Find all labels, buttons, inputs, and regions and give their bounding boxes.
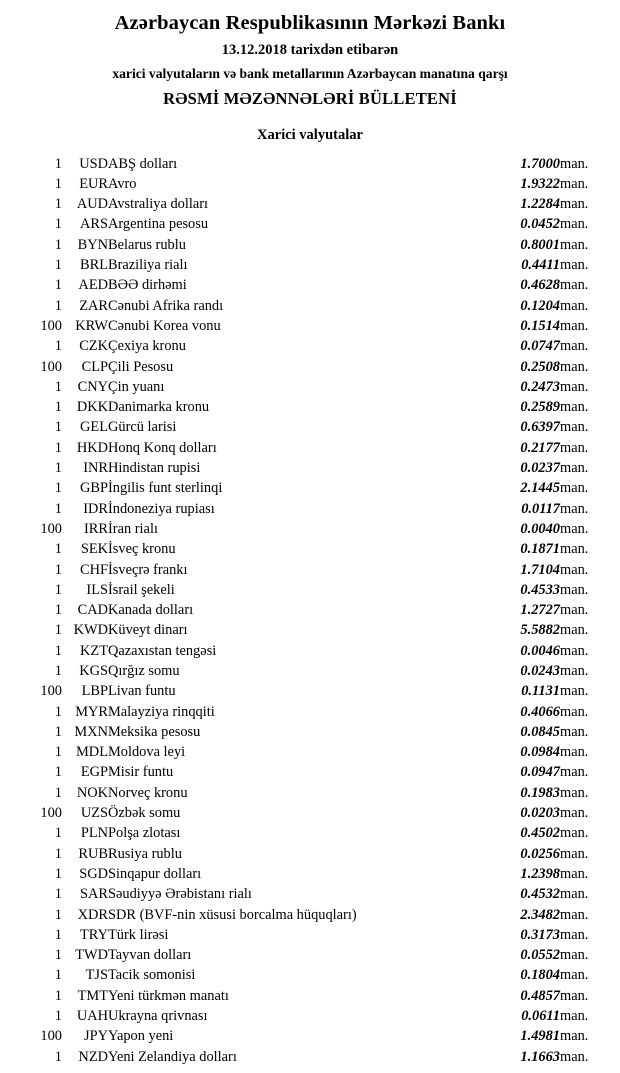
currency-unit: man. bbox=[560, 805, 589, 822]
currency-code: INR bbox=[83, 460, 108, 477]
table-row bbox=[18, 377, 602, 397]
currency-quantity: 1 bbox=[54, 723, 62, 740]
currency-quantity: 1 bbox=[54, 175, 62, 192]
currency-code: RUB bbox=[78, 845, 108, 862]
currency-quantity: 1 bbox=[54, 825, 62, 842]
currency-rate: 0.2589 bbox=[520, 399, 560, 416]
currency-quantity: 1 bbox=[54, 987, 62, 1004]
currency-code: AED bbox=[78, 277, 108, 294]
currency-quantity: 1 bbox=[54, 155, 62, 172]
currency-rate: 0.0611 bbox=[521, 1008, 560, 1025]
currency-quantity: 1 bbox=[54, 277, 62, 294]
table-row bbox=[18, 681, 602, 701]
currency-code: KGS bbox=[79, 662, 108, 679]
currency-code: KZT bbox=[80, 642, 108, 659]
currency-code: USD bbox=[79, 155, 108, 172]
currency-unit: man. bbox=[560, 155, 589, 172]
currency-name: Belarus rublu bbox=[108, 236, 186, 253]
currency-name: Yeni Zelandiya dolları bbox=[108, 1048, 237, 1065]
currency-name: Küveyt dinarı bbox=[108, 622, 188, 639]
currency-code: PLN bbox=[80, 825, 108, 842]
currency-code: MYR bbox=[75, 703, 108, 720]
currency-rate: 0.4532 bbox=[520, 886, 560, 903]
currency-name: Türk lirəsi bbox=[108, 926, 169, 943]
currency-unit: man. bbox=[560, 845, 589, 862]
document-header bbox=[18, 12, 602, 109]
currency-rate: 1.7104 bbox=[520, 561, 560, 578]
currency-code: GEL bbox=[80, 419, 108, 436]
currency-name: Qazaxıstan tengəsi bbox=[108, 642, 217, 659]
table-row bbox=[18, 458, 602, 478]
currency-rates-table bbox=[18, 154, 602, 1067]
table-row bbox=[18, 600, 602, 620]
currency-name: Cənubi Korea vonu bbox=[108, 317, 221, 334]
currency-rate: 0.0552 bbox=[520, 947, 560, 964]
currency-unit: man. bbox=[560, 784, 589, 801]
currency-quantity: 100 bbox=[40, 317, 62, 334]
currency-name: Polşa zlotası bbox=[108, 825, 181, 842]
table-row bbox=[18, 864, 602, 884]
currency-quantity: 1 bbox=[54, 886, 62, 903]
currency-name: Avstraliya dolları bbox=[108, 196, 209, 213]
currency-code: HKD bbox=[76, 439, 108, 456]
currency-quantity: 1 bbox=[54, 480, 62, 497]
currency-unit: man. bbox=[560, 967, 589, 984]
currency-rate: 0.0452 bbox=[520, 216, 560, 233]
currency-unit: man. bbox=[560, 257, 589, 274]
currency-unit: man. bbox=[560, 460, 589, 477]
currency-unit: man. bbox=[560, 764, 589, 781]
currency-code: ARS bbox=[80, 216, 108, 233]
currency-name: İsrail şekeli bbox=[108, 581, 175, 598]
currency-code: SGD bbox=[79, 865, 108, 882]
currency-rate: 0.0845 bbox=[520, 723, 560, 740]
currency-quantity: 1 bbox=[54, 419, 62, 436]
currency-name: Cənubi Afrika randı bbox=[108, 297, 224, 314]
currency-rate: 0.1204 bbox=[520, 297, 560, 314]
table-row bbox=[18, 925, 602, 945]
currency-code: MXN bbox=[74, 723, 108, 740]
currency-name: İran rialı bbox=[108, 520, 158, 537]
currency-name: Moldova leyi bbox=[108, 744, 186, 761]
currency-unit: man. bbox=[560, 378, 589, 395]
table-row bbox=[18, 641, 602, 661]
table-row bbox=[18, 214, 602, 234]
currency-rate: 0.8001 bbox=[520, 236, 560, 253]
table-row bbox=[18, 174, 602, 194]
currency-rate: 0.4533 bbox=[520, 581, 560, 598]
currency-unit: man. bbox=[560, 277, 589, 294]
currency-quantity: 1 bbox=[54, 845, 62, 862]
currency-rate: 0.4411 bbox=[521, 257, 560, 274]
currency-rate: 0.0243 bbox=[520, 662, 560, 679]
section-title-foreign-currencies: Xarici valyutalar bbox=[257, 126, 363, 143]
currency-unit: man. bbox=[560, 541, 589, 558]
currency-rate: 0.1983 bbox=[520, 784, 560, 801]
table-row bbox=[18, 661, 602, 681]
document-bulletin-title: RƏSMİ MƏZƏNNƏLƏRİ BÜLLETENİ bbox=[163, 88, 457, 108]
currency-code: BYN bbox=[77, 236, 108, 253]
table-row bbox=[18, 1006, 602, 1026]
currency-quantity: 1 bbox=[54, 744, 62, 761]
currency-quantity: 1 bbox=[54, 784, 62, 801]
currency-quantity: 100 bbox=[40, 358, 62, 375]
table-row bbox=[18, 499, 602, 519]
currency-rate: 0.2508 bbox=[520, 358, 560, 375]
currency-unit: man. bbox=[560, 216, 589, 233]
currency-code: XDR bbox=[77, 906, 108, 923]
currency-unit: man. bbox=[560, 947, 589, 964]
currency-rate: 0.0040 bbox=[520, 520, 560, 537]
currency-quantity: 1 bbox=[54, 297, 62, 314]
table-row bbox=[18, 905, 602, 925]
currency-code: CHF bbox=[80, 561, 108, 578]
currency-quantity: 1 bbox=[54, 399, 62, 416]
currency-code: ZAR bbox=[79, 297, 108, 314]
currency-quantity: 100 bbox=[40, 805, 62, 822]
currency-name: Meksika pesosu bbox=[108, 723, 201, 740]
currency-name: Ukrayna qrivnası bbox=[108, 1008, 208, 1025]
table-row bbox=[18, 1047, 602, 1067]
currency-unit: man. bbox=[560, 317, 589, 334]
currency-quantity: 1 bbox=[54, 1048, 62, 1065]
currency-code: SEK bbox=[80, 541, 108, 558]
currency-quantity: 100 bbox=[40, 683, 62, 700]
document-subtitle: xarici valyutaların və bank metallarının Azərbaycan manatına qarşı bbox=[112, 65, 508, 81]
currency-rate: 0.3173 bbox=[520, 926, 560, 943]
currency-rate: 2.3482 bbox=[520, 906, 560, 923]
currency-unit: man. bbox=[560, 1008, 589, 1025]
currency-rate: 1.2727 bbox=[520, 602, 560, 619]
currency-name: Danimarka kronu bbox=[108, 399, 210, 416]
currency-quantity: 1 bbox=[54, 581, 62, 598]
table-row bbox=[18, 438, 602, 458]
currency-code: SAR bbox=[80, 886, 108, 903]
currency-name: SDR (BVF-nin xüsusi borcalma hüquqları) bbox=[108, 906, 357, 923]
currency-rate: 0.1871 bbox=[520, 541, 560, 558]
currency-unit: man. bbox=[560, 622, 589, 639]
currency-unit: man. bbox=[560, 703, 589, 720]
currency-quantity: 1 bbox=[54, 947, 62, 964]
currency-name: Malayziya rinqqiti bbox=[108, 703, 215, 720]
currency-quantity: 1 bbox=[54, 216, 62, 233]
currency-code: EGP bbox=[80, 764, 108, 781]
table-row bbox=[18, 580, 602, 600]
table-row bbox=[18, 823, 602, 843]
currency-quantity: 1 bbox=[54, 541, 62, 558]
table-row bbox=[18, 154, 602, 174]
currency-quantity: 1 bbox=[54, 622, 62, 639]
currency-name: Qırğız somu bbox=[108, 662, 180, 679]
currency-rate: 0.1131 bbox=[521, 683, 560, 700]
currency-quantity: 1 bbox=[54, 602, 62, 619]
currency-name: Livan funtu bbox=[108, 683, 176, 700]
currency-unit: man. bbox=[560, 1048, 589, 1065]
currency-quantity: 1 bbox=[54, 642, 62, 659]
currency-unit: man. bbox=[560, 642, 589, 659]
currency-code: TWD bbox=[75, 947, 108, 964]
currency-code: BRL bbox=[80, 257, 108, 274]
currency-rate: 0.0046 bbox=[520, 642, 560, 659]
currency-rate: 1.7000 bbox=[520, 155, 560, 172]
currency-rate: 0.0203 bbox=[520, 805, 560, 822]
currency-name: Yapon yeni bbox=[108, 1028, 174, 1045]
currency-code: CZK bbox=[79, 338, 108, 355]
currency-quantity: 1 bbox=[54, 926, 62, 943]
currency-code: TJS bbox=[85, 967, 108, 984]
currency-name: Çin yuanı bbox=[108, 378, 165, 395]
currency-code: UZS bbox=[80, 805, 108, 822]
currency-code: KRW bbox=[75, 317, 108, 334]
currency-rate: 1.2398 bbox=[520, 865, 560, 882]
currency-unit: man. bbox=[560, 338, 589, 355]
currency-unit: man. bbox=[560, 865, 589, 882]
currency-unit: man. bbox=[560, 480, 589, 497]
currency-rate: 0.4628 bbox=[520, 277, 560, 294]
currency-name: Avro bbox=[108, 175, 137, 192]
currency-rate: 1.4981 bbox=[520, 1028, 560, 1045]
table-row bbox=[18, 803, 602, 823]
currency-rate: 2.1445 bbox=[520, 480, 560, 497]
currency-code: ILS bbox=[86, 581, 108, 598]
table-row bbox=[18, 986, 602, 1006]
table-row bbox=[18, 884, 602, 904]
currency-code: CLP bbox=[81, 358, 108, 375]
page-title: Azərbaycan Respublikasının Mərkəzi Bankı bbox=[114, 12, 506, 34]
currency-name: Rusiya rublu bbox=[108, 845, 182, 862]
currency-unit: man. bbox=[560, 399, 589, 416]
currency-quantity: 1 bbox=[54, 1008, 62, 1025]
table-row bbox=[18, 1026, 602, 1046]
currency-rate: 0.0984 bbox=[520, 744, 560, 761]
currency-code: DKK bbox=[76, 399, 108, 416]
currency-unit: man. bbox=[560, 886, 589, 903]
currency-unit: man. bbox=[560, 662, 589, 679]
currency-quantity: 1 bbox=[54, 865, 62, 882]
currency-name: İsveç kronu bbox=[108, 541, 176, 558]
table-row bbox=[18, 539, 602, 559]
currency-unit: man. bbox=[560, 987, 589, 1004]
currency-rate: 0.1514 bbox=[520, 317, 560, 334]
currency-name: Honq Konq dolları bbox=[108, 439, 217, 456]
table-row bbox=[18, 560, 602, 580]
currency-unit: man. bbox=[560, 683, 589, 700]
currency-rate: 0.0947 bbox=[520, 764, 560, 781]
currency-name: Özbək somu bbox=[108, 805, 181, 822]
table-row bbox=[18, 762, 602, 782]
table-row bbox=[18, 194, 602, 214]
currency-rate: 1.2284 bbox=[520, 196, 560, 213]
currency-name: Yeni türkmən manatı bbox=[108, 987, 229, 1004]
currency-quantity: 1 bbox=[54, 906, 62, 923]
table-row bbox=[18, 965, 602, 985]
currency-code: JPY bbox=[84, 1028, 108, 1045]
table-row bbox=[18, 722, 602, 742]
currency-quantity: 1 bbox=[54, 338, 62, 355]
table-row bbox=[18, 702, 602, 722]
currency-code: IDR bbox=[83, 500, 108, 517]
currency-code: NZD bbox=[78, 1048, 108, 1065]
currency-unit: man. bbox=[560, 581, 589, 598]
currency-rate: 0.4857 bbox=[520, 987, 560, 1004]
currency-code: EUR bbox=[79, 175, 108, 192]
currency-name: Çexiya kronu bbox=[108, 338, 186, 355]
table-row bbox=[18, 275, 602, 295]
currency-name: İsveçrə frankı bbox=[108, 561, 188, 578]
currency-quantity: 100 bbox=[40, 520, 62, 537]
currency-name: Argentina pesosu bbox=[108, 216, 209, 233]
currency-name: BƏƏ dirhəmi bbox=[108, 277, 187, 294]
currency-unit: man. bbox=[560, 520, 589, 537]
currency-code: KWD bbox=[73, 622, 108, 639]
currency-unit: man. bbox=[560, 439, 589, 456]
currency-name: Kanada dolları bbox=[108, 602, 194, 619]
currency-unit: man. bbox=[560, 196, 589, 213]
currency-unit: man. bbox=[560, 906, 589, 923]
currency-code: AUD bbox=[76, 196, 108, 213]
table-row bbox=[18, 397, 602, 417]
currency-quantity: 1 bbox=[54, 561, 62, 578]
currency-quantity: 100 bbox=[40, 1028, 62, 1045]
currency-quantity: 1 bbox=[54, 257, 62, 274]
currency-name: Misir funtu bbox=[108, 764, 174, 781]
currency-quantity: 1 bbox=[54, 196, 62, 213]
currency-rate: 0.0237 bbox=[520, 460, 560, 477]
currency-unit: man. bbox=[560, 723, 589, 740]
currency-name: Çili Pesosu bbox=[108, 358, 174, 375]
currency-rate: 0.0747 bbox=[520, 338, 560, 355]
table-row bbox=[18, 519, 602, 539]
currency-quantity: 1 bbox=[54, 662, 62, 679]
currency-quantity: 1 bbox=[54, 967, 62, 984]
currency-code: NOK bbox=[76, 784, 108, 801]
currency-quantity: 1 bbox=[54, 378, 62, 395]
currency-name: Hindistan rupisi bbox=[108, 460, 201, 477]
currency-name: ABŞ dolları bbox=[108, 155, 178, 172]
currency-unit: man. bbox=[560, 419, 589, 436]
currency-code: UAH bbox=[76, 1008, 108, 1025]
currency-rate: 0.0256 bbox=[520, 845, 560, 862]
table-row bbox=[18, 316, 602, 336]
currency-code: CAD bbox=[77, 602, 108, 619]
table-row bbox=[18, 945, 602, 965]
currency-unit: man. bbox=[560, 561, 589, 578]
currency-code: LBP bbox=[81, 683, 108, 700]
currency-code: GBP bbox=[80, 480, 108, 497]
table-row bbox=[18, 255, 602, 275]
currency-code: TMT bbox=[77, 987, 108, 1004]
currency-quantity: 1 bbox=[54, 439, 62, 456]
currency-unit: man. bbox=[560, 358, 589, 375]
table-row bbox=[18, 235, 602, 255]
currency-rate: 0.0117 bbox=[521, 500, 560, 517]
currency-rate: 0.1804 bbox=[520, 967, 560, 984]
table-row bbox=[18, 417, 602, 437]
table-row bbox=[18, 783, 602, 803]
currency-code: CNY bbox=[77, 378, 108, 395]
currency-name: Səudiyyə Ərəbistanı rialı bbox=[108, 886, 252, 903]
table-row bbox=[18, 357, 602, 377]
currency-name: Tacik somonisi bbox=[108, 967, 196, 984]
currency-unit: man. bbox=[560, 744, 589, 761]
currency-quantity: 1 bbox=[54, 764, 62, 781]
currency-unit: man. bbox=[560, 825, 589, 842]
currency-name: Braziliya rialı bbox=[108, 257, 188, 274]
effective-date: 13.12.2018 tarixdən etibarən bbox=[221, 41, 399, 58]
currency-name: İndoneziya rupiası bbox=[108, 500, 215, 517]
currency-rate: 1.1663 bbox=[520, 1048, 560, 1065]
currency-quantity: 1 bbox=[54, 500, 62, 517]
currency-name: Gürcü larisi bbox=[108, 419, 177, 436]
table-row bbox=[18, 620, 602, 640]
currency-rate: 0.2177 bbox=[520, 439, 560, 456]
currency-code: TRY bbox=[80, 926, 108, 943]
currency-rates-body bbox=[18, 154, 602, 1067]
currency-name: Norveç kronu bbox=[108, 784, 188, 801]
currency-unit: man. bbox=[560, 297, 589, 314]
table-row bbox=[18, 478, 602, 498]
table-row bbox=[18, 296, 602, 316]
currency-code: MDL bbox=[76, 744, 108, 761]
currency-rate: 0.2473 bbox=[520, 378, 560, 395]
currency-quantity: 1 bbox=[54, 236, 62, 253]
currency-rate: 0.4066 bbox=[520, 703, 560, 720]
currency-unit: man. bbox=[560, 500, 589, 517]
currency-unit: man. bbox=[560, 236, 589, 253]
table-row bbox=[18, 844, 602, 864]
currency-rate: 0.4502 bbox=[520, 825, 560, 842]
currency-rate: 1.9322 bbox=[520, 175, 560, 192]
table-row bbox=[18, 742, 602, 762]
currency-rate: 5.5882 bbox=[520, 622, 560, 639]
currency-name: Tayvan dolları bbox=[108, 947, 192, 964]
currency-quantity: 1 bbox=[54, 460, 62, 477]
currency-unit: man. bbox=[560, 926, 589, 943]
currency-unit: man. bbox=[560, 1028, 589, 1045]
currency-quantity: 1 bbox=[54, 703, 62, 720]
currency-unit: man. bbox=[560, 175, 589, 192]
currency-rate: 0.6397 bbox=[520, 419, 560, 436]
currency-name: İngilis funt sterlinqi bbox=[108, 480, 223, 497]
currency-name: Sinqapur dolları bbox=[108, 865, 202, 882]
currency-unit: man. bbox=[560, 602, 589, 619]
table-row bbox=[18, 336, 602, 356]
currency-code: IRR bbox=[84, 520, 108, 537]
